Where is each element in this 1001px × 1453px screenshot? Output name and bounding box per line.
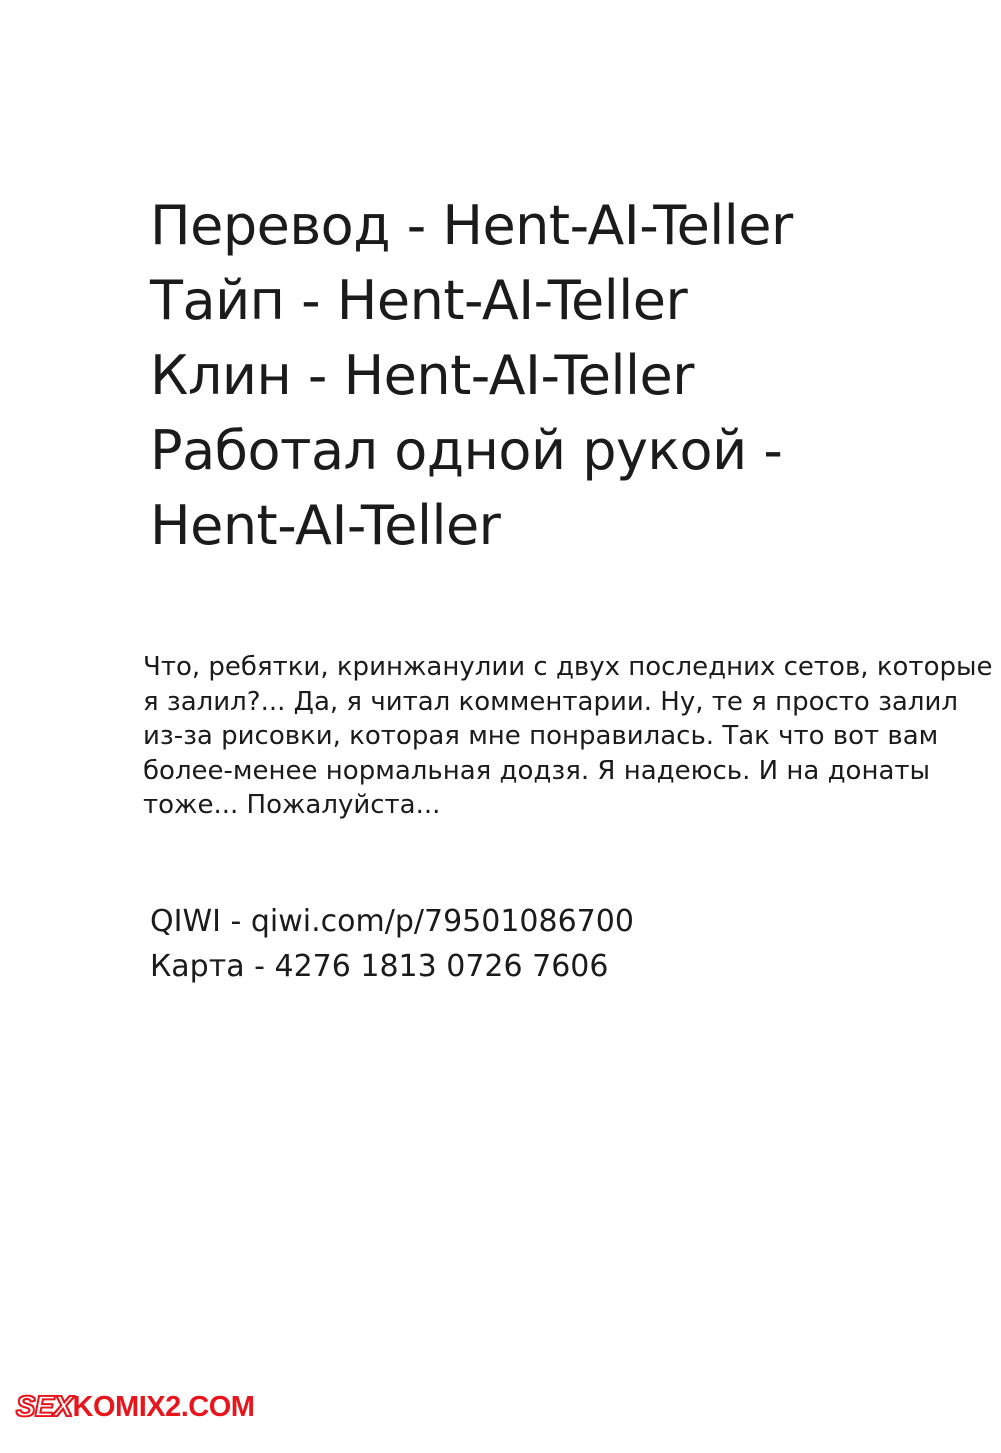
credits-line-cleaning: Клин - Hent-AI-Teller [150,344,694,407]
note-line: Что, ребятки, кринжанулии с двух последних сетов, которые [143,652,993,682]
credits-line-one-hand: Работал одной рукой - [150,419,783,482]
note-line: более-менее нормальная додзя. Я надеюсь. И на донаты [143,755,931,786]
translator-note [143,650,993,823]
credits-line-author: Hent-AI-Teller [150,494,501,557]
donation-info [150,899,634,989]
credits-line-typesetting: Тайп - Hent-AI-Teller [150,269,688,332]
credits-line-translation: Перевод - Hent-AI-Teller [150,194,793,257]
qiwi-wallet-line: QIWI - qiwi.com/p/79501086700 [150,904,634,939]
note-line: тоже... Пожалуйста... [143,790,441,820]
note-line: я залил?... Да, я читал комментарии. Ну, те я просто залил [143,686,958,717]
watermark-solid-text: KOMIX2.COM [72,1391,255,1423]
note-line: из-за рисовки, которая мне понравилась. Так что вот вам [143,721,939,751]
card-number-line: Карта - 4276 1813 0726 7606 [150,949,609,984]
watermark-outline-text: SEX [16,1391,73,1423]
credits-block [150,188,793,563]
watermark-sexkomix [16,1391,254,1424]
